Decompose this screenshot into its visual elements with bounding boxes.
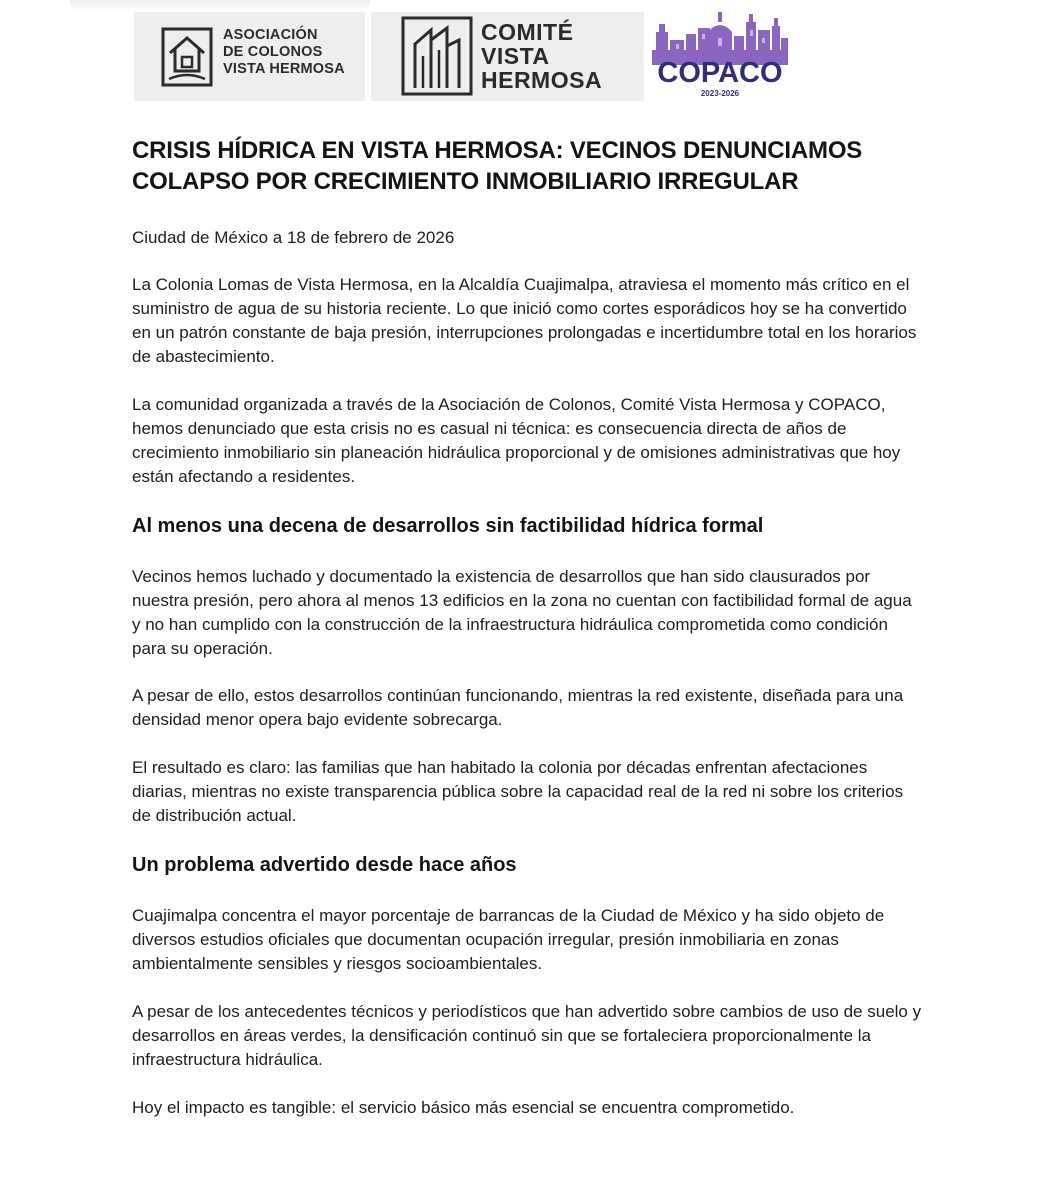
asociacion-logo bbox=[134, 12, 365, 101]
asociacion-line-2: DE COLONOS bbox=[223, 44, 323, 60]
copaco-logo-years: 2023-2026 bbox=[700, 89, 740, 98]
comite-logo bbox=[371, 12, 644, 101]
comite-line-2: VISTA bbox=[481, 43, 550, 69]
paragraph-5: El resultado es claro: las familias que han habitado la colonia por décadas enfrentan afectaciones diarias, mientras no existe transparencia pública sobre la capacidad real de la red ni sobre los criterios de distribución actual. bbox=[132, 758, 904, 825]
comite-line-3: HERMOSA bbox=[481, 67, 603, 93]
article-title-line-2: COLAPSO POR CRECIMIENTO INMOBILIARIO IRREGULAR bbox=[132, 168, 799, 195]
asociacion-logo-text bbox=[223, 27, 345, 78]
article-title bbox=[132, 135, 932, 197]
paragraph-7: A pesar de los antecedentes técnicos y periodísticos que han advertido sobre cambios de uso de suelo y desarrollos en áreas verdes, la densificación continuó sin que se fortaleciera proporcionalmente la infraestructura hidráulica. bbox=[132, 1002, 922, 1069]
paragraph-1: La Colonia Lomas de Vista Hermosa, en la Alcaldía Cuajimalpa, atraviesa el momento más crítico en el suministro de agua de su historia reciente. Lo que inició como cortes esporádicos hoy se ha convertido en un patrón constante de baja presión, interrupciones prolongadas e incertidumbre total en los horarios de abastecimiento. bbox=[132, 275, 917, 366]
building-icon bbox=[401, 16, 473, 96]
dateline: Ciudad de México a 18 de febrero de 2026 bbox=[132, 228, 455, 247]
paragraph-6: Cuajimalpa concentra el mayor porcentaje de barrancas de la Ciudad de México y ha sido objeto de diversos estudios oficiales que documentan ocupación irregular, presión inmobiliaria en zonas ambientalmente sensibles y riesgos socioambientales. bbox=[132, 906, 885, 973]
asociacion-line-1: ASOCIACIÓN bbox=[223, 27, 318, 43]
top-edge-shadow bbox=[70, 0, 370, 12]
house-icon bbox=[161, 27, 213, 87]
copaco-logo-name: COPACO bbox=[657, 57, 783, 89]
paragraph-3: Vecinos hemos luchado y documentado la existencia de desarrollos que han sido clausurados por nuestra presión, pero ahora al menos 13 edificios en la zona no cuentan con factibilidad formal de agua y no han cumplido con la construcción de la infraestructura hidráulica comprometida como condición para su operación. bbox=[132, 567, 912, 658]
article-title-line-1: CRISIS HÍDRICA EN VISTA HERMOSA: VECINOS DENUNCIAMOS bbox=[132, 137, 863, 164]
paragraph-8: Hoy el impacto es tangible: el servicio básico más esencial se encuentra comprometido. bbox=[132, 1098, 795, 1117]
comite-line-1: COMITÉ bbox=[481, 19, 574, 45]
paragraph-4: A pesar de ello, estos desarrollos continúan funcionando, mientras la red existente, diseñada para una densidad menor opera bajo evidente sobrecarga. bbox=[132, 686, 904, 729]
asociacion-line-3: VISTA HERMOSA bbox=[223, 61, 345, 77]
comite-logo-text bbox=[481, 20, 602, 92]
section-heading-2: Un problema advertido desde hace años bbox=[132, 854, 517, 876]
section-heading-1: Al menos una decena de desarrollos sin factibilidad hídrica formal bbox=[132, 515, 764, 537]
paragraph-2: La comunidad organizada a través de la Asociación de Colonos, Comité Vista Hermosa y COPACO, hemos denunciado que esta crisis no es casual ni técnica: es consecuencia directa de años de crecimiento inmobiliario sin planeación hidráulica proporcional y de omisiones administrativas que hoy están afectando a residentes. bbox=[132, 395, 901, 486]
